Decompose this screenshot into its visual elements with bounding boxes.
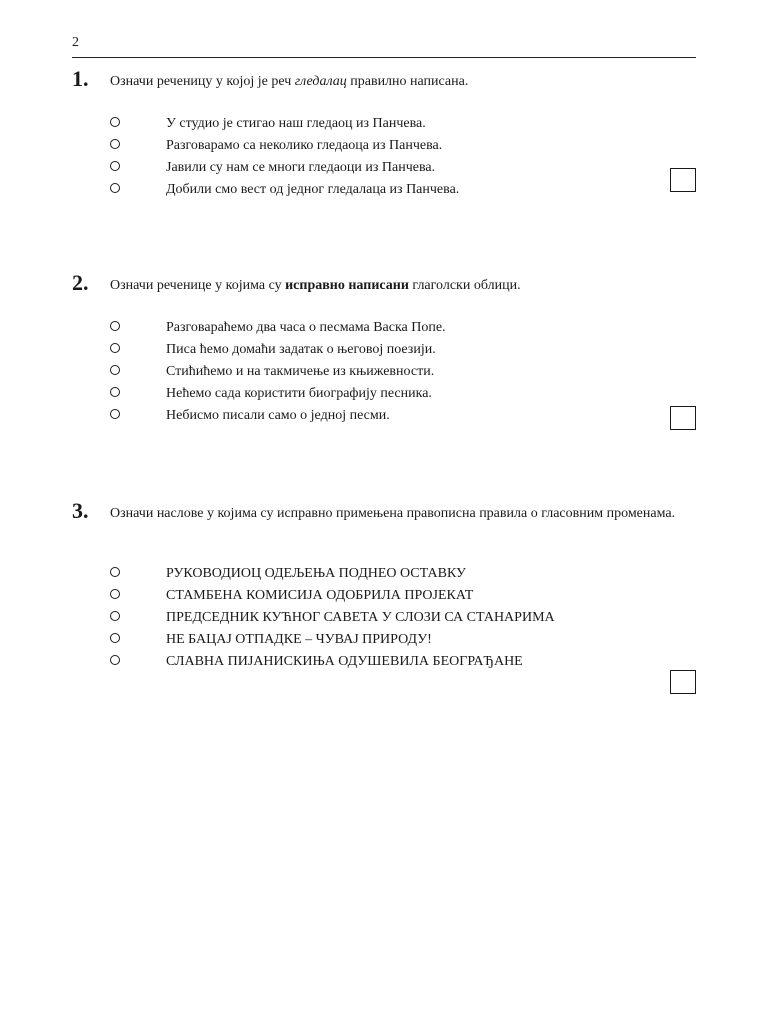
- emphasized-word: гледалац: [294, 74, 347, 89]
- option-label: РУКОВОДИОЦ ОДЕЉЕЊА ПОДНЕО ОСТАВКУ: [166, 566, 466, 581]
- radio-circle-icon[interactable]: [110, 567, 120, 577]
- radio-circle-icon[interactable]: [110, 117, 120, 127]
- question-prompt: Означи реченицу у којој је реч гледалац правилно написана.: [110, 74, 469, 89]
- option-label: Нећемо сада користити биографију песника.: [166, 386, 432, 401]
- radio-circle-icon[interactable]: [110, 139, 120, 149]
- radio-circle-icon[interactable]: [110, 183, 120, 193]
- radio-circle-icon[interactable]: [110, 409, 120, 419]
- radio-circle-icon[interactable]: [110, 365, 120, 375]
- option-label: У студио је стигао наш гледаоц из Панчева.: [166, 116, 426, 131]
- option-label: Стићићемо и на такмичење из књижевности.: [166, 364, 435, 379]
- radio-circle-icon[interactable]: [110, 655, 120, 665]
- score-box[interactable]: [670, 406, 696, 430]
- radio-circle-icon[interactable]: [110, 589, 120, 599]
- radio-circle-icon[interactable]: [110, 321, 120, 331]
- option-label: Писа ћемо домаћи задатак о његовој поезији.: [166, 342, 436, 357]
- radio-circle-icon[interactable]: [110, 611, 120, 621]
- option-label: СЛАВНА ПИЈАНИСКИЊА ОДУШЕВИЛА БЕОГРАЂАНЕ: [166, 654, 523, 669]
- score-box[interactable]: [670, 168, 696, 192]
- option-label: Разговарамо са неколико гледаоца из Панчева.: [166, 138, 443, 153]
- radio-circle-icon[interactable]: [110, 633, 120, 643]
- question-prompt: Означи реченице у којима су исправно написани глаголски облици.: [110, 278, 521, 293]
- radio-circle-icon[interactable]: [110, 161, 120, 171]
- score-box[interactable]: [670, 670, 696, 694]
- question-prompt: Означи наслове у којима су исправно примењена правописна правила о гласовним променама.: [110, 506, 676, 521]
- page-number: 2: [72, 35, 79, 50]
- option-label: Добили смо вест од једног гледалаца из Панчева.: [166, 182, 460, 197]
- question-number: 1.: [72, 66, 89, 91]
- radio-circle-icon[interactable]: [110, 343, 120, 353]
- option-label: Разговараћемо два часа о песмама Васка Попе.: [166, 320, 446, 335]
- question-number: 2.: [72, 270, 89, 295]
- option-label: СТАМБЕНА КОМИСИЈА ОДОБРИЛА ПРОЈЕКАТ: [166, 588, 474, 603]
- option-label: ПРЕДСЕДНИК КУЋНОГ САВЕТА У СЛОЗИ СА СТАНАРИМА: [166, 610, 555, 625]
- question-number: 3.: [72, 498, 89, 523]
- emphasized-phrase: исправно написани: [285, 278, 409, 293]
- option-label: Небисмо писали само о једној песми.: [166, 408, 390, 423]
- option-label: НЕ БАЦАЈ ОТПАДКЕ – ЧУВАЈ ПРИРОДУ!: [166, 632, 432, 647]
- header-rule: [72, 57, 696, 58]
- option-label: Јавили су нам се многи гледаоци из Панчева.: [166, 160, 436, 175]
- radio-circle-icon[interactable]: [110, 387, 120, 397]
